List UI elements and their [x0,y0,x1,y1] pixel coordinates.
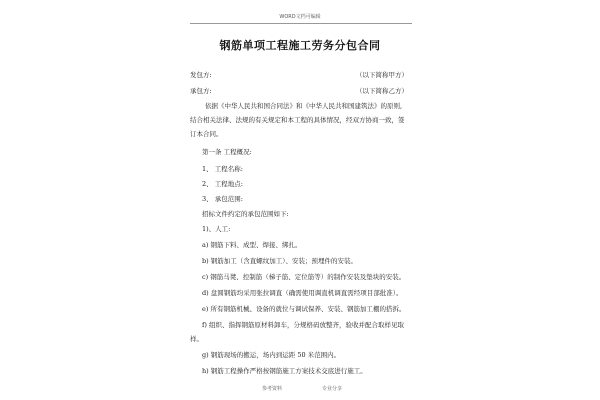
footer-right-text: 专业分享 [322,386,343,392]
labor-item: d) 盘圆钢筋均采用张拉调直（确需使用调直机调直需经项目部批准）。 [202,289,403,297]
preamble-line: 订本合同。 [190,130,223,138]
page-header: WORD文档可编辑 [279,14,321,20]
preamble-line: 结合相关法律、法规的有关规定和本工程的具体情况，经双方协商一致，签 [190,116,405,124]
labor-item: b) 钢筋加工（含直螺纹加工）、安装；预埋件的安装。 [202,257,358,265]
party-b-note: （以下简称乙方） [356,87,408,95]
scope-intro: 招标文件约定的承包范围如下: [202,210,289,218]
labor-item: e) 所有钢筋机械、设备的就位与调试保养、安装、钢筋加工棚的搭拆。 [202,305,406,313]
party-a-note: （以下简称甲方） [356,71,408,79]
article-1-heading: 第一条 工程概况: [202,148,252,156]
labor-item: c) 钢筋马凳、控制筋（梯子筋、定位筋等）的制作安装及垫块的安装。 [202,273,406,281]
project-name-item: 1、 工程名称: [202,165,243,173]
labor-item-continued: 样。 [190,335,203,343]
labor-heading: 1)、人工: [202,225,231,233]
labor-item: a) 钢筋下料、成型、焊接、绑扎。 [202,241,302,249]
party-b-label: 承包方: [190,87,212,95]
header-rule [190,23,412,24]
labor-item: h) 钢筋工程操作严格按钢筋施工方案技术交底进行施工。 [202,367,367,375]
preamble-line: 依据《中华人民共和国合同法》和《中华人民共和国建筑法》的原则, [205,102,403,110]
party-a-label: 发包方: [190,71,212,79]
labor-item: f) 组织、指挥钢筋原材料卸车，分规格码放整齐，验收并配合取样见取 [202,321,405,329]
project-location-item: 2、 工程地点: [202,180,243,188]
footer-left-text: 参考资料 [262,386,283,392]
labor-item: g) 钢筋现场的搬运，场内到运距 50 米范围内。 [202,351,341,359]
document-title: 钢筋单项工程施工劳务分包合同 [219,39,381,52]
contract-scope-item: 3、 承包范围: [202,195,243,203]
